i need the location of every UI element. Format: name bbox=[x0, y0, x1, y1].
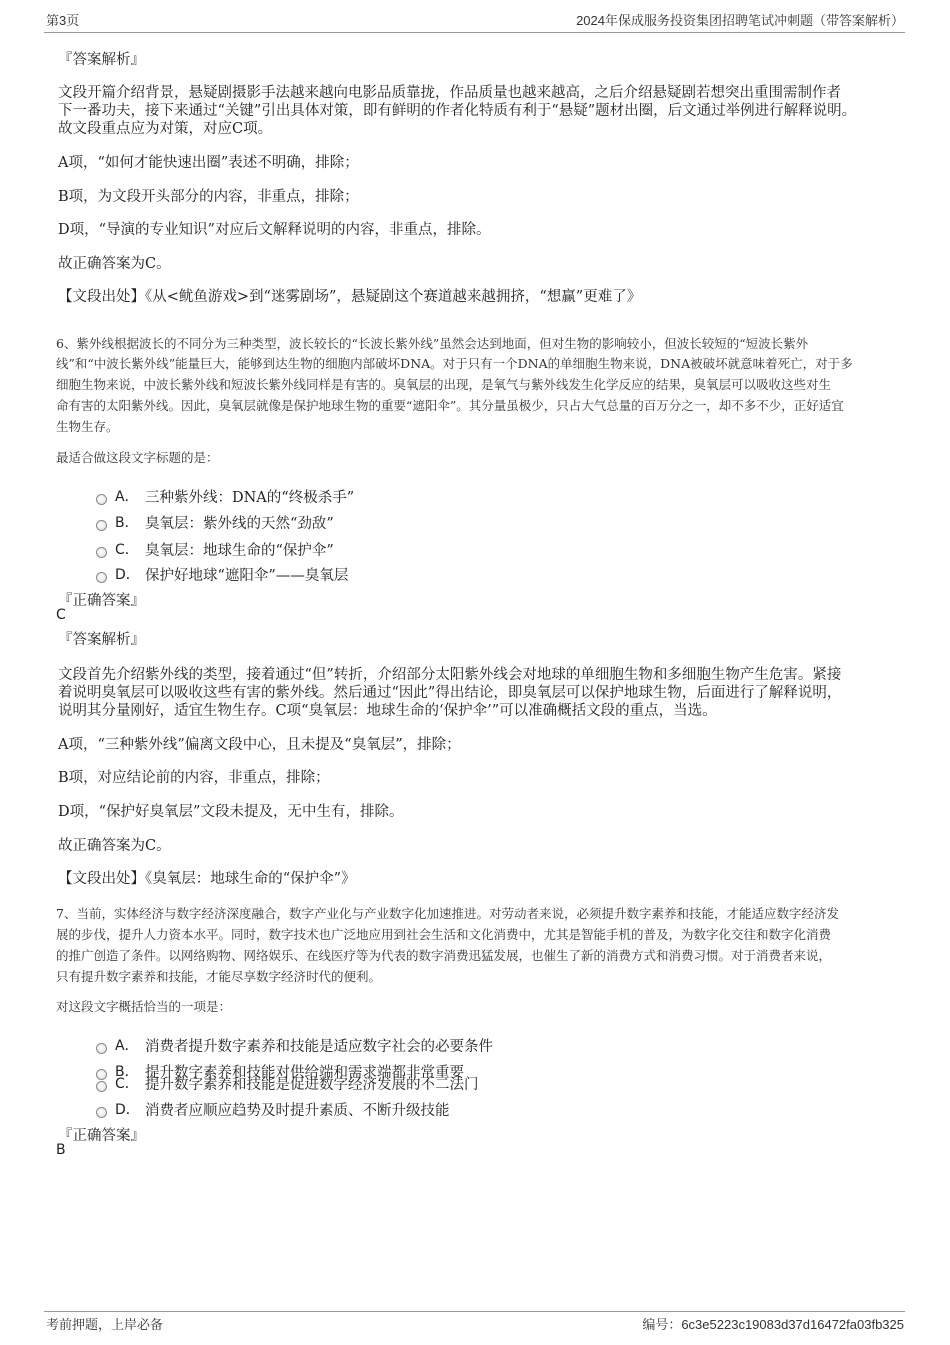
question-stem-line: 线”和“中波长紫外线”能量巨大，能够到达生物的细胞内部破坏DNA。对于只有一个DNA的单细胞生物来说，DNA被破坏就意味着死亡，对于多 bbox=[56, 356, 853, 371]
radio-button[interactable] bbox=[96, 1107, 107, 1118]
analysis-note: B项，为文段开头部分的内容，非重点，排除； bbox=[58, 189, 359, 205]
header-divider bbox=[44, 32, 905, 33]
source-citation: 【文段出处】《从<鱿鱼游戏>到“迷雾剧场”，悬疑剧这个赛道越来越拥挤，“想赢”更难了》 bbox=[58, 289, 642, 305]
option-letter: C． bbox=[115, 542, 139, 558]
analysis-note: D项，“保护好臭氧层”文段未提及，无中生有，排除。 bbox=[58, 804, 404, 820]
analysis-line: 故文段重点应为对策，对应C项。 bbox=[58, 121, 273, 137]
footer-slogan: 考前押题，上岸必备 bbox=[46, 1317, 164, 1332]
question-stem-line: 命有害的太阳紫外线。因此，臭氧层就像是保护地球生物的重要“遮阳伞”。其分量虽极少，只占大气总量的百万分之一，却不多不少，正好适宜 bbox=[56, 398, 844, 413]
question-stem-line: 6、紫外线根据波长的不同分为三种类型，波长较长的“长波长紫外线”虽然会达到地面，但对生物的影响较小，但波长较短的“短波长紫外 bbox=[56, 336, 809, 351]
radio-button[interactable] bbox=[96, 494, 107, 505]
option-letter: D． bbox=[115, 567, 140, 583]
option-letter: C． bbox=[115, 1076, 139, 1092]
option-text: 臭氧层：紫外线的天然“劲敌” bbox=[145, 516, 334, 532]
radio-button[interactable] bbox=[96, 547, 107, 558]
option-letter: A． bbox=[115, 489, 139, 505]
radio-button[interactable] bbox=[96, 1043, 107, 1054]
option-letter: B． bbox=[115, 1064, 139, 1080]
option-letter: A． bbox=[115, 1038, 139, 1054]
serial-label: 编号： bbox=[642, 1317, 682, 1332]
question-stem-line: 生物生存。 bbox=[56, 419, 119, 434]
option-text: 消费者提升数字素养和技能是适应数字社会的必要条件 bbox=[145, 1039, 493, 1055]
correct-answer: B bbox=[56, 1142, 66, 1158]
question-stem-line: 展的步伐，提升人力资本水平。同时，数字技术也广泛地应用到社会生活和文化消费中，尤其是智能手机的普及，为数字化交往和数字化消费 bbox=[56, 927, 832, 942]
question-stem-line: 细胞生物来说，中波长紫外线和短波长紫外线同样是有害的。臭氧层的出现，是氧气与紫外线发生化学反应的结果，臭氧层可以吸收这些对生 bbox=[56, 377, 832, 392]
correct-answer: C bbox=[56, 607, 66, 623]
analysis-note: A项，“如何才能快速出圈”表述不明确，排除； bbox=[58, 155, 359, 171]
question-prompt: 对这段文字概括恰当的一项是： bbox=[56, 999, 232, 1014]
analysis-label: 『答案解析』 bbox=[58, 632, 145, 648]
source-citation: 【文段出处】《臭氧层：地球生命的“保护伞”》 bbox=[58, 871, 356, 887]
analysis-line: 文段首先介绍紫外线的类型，接着通过“但”转折，介绍部分太阳紫外线会对地球的单细胞生物和多细胞生物产生危害。紧接 bbox=[58, 667, 842, 683]
analysis-note: D项，“导演的专业知识”对应后文解释说明的内容，非重点，排除。 bbox=[58, 222, 491, 238]
serial-number bbox=[642, 1314, 904, 1333]
analysis-line: 说明其分量刚好，适宜生物生存。C项“臭氧层：地球生命的‘保护伞’”可以准确概括文段的重点，当选。 bbox=[58, 703, 717, 719]
question-stem-line: 7、当前，实体经济与数字经济深度融合，数字产业化与产业数字化加速推进。对劳动者来说，必须提升数字素养和技能，才能适应数字经济发 bbox=[56, 906, 839, 921]
option-text: 消费者应顺应趋势及时提升素质、不断升级技能 bbox=[145, 1103, 450, 1119]
analysis-label: 『答案解析』 bbox=[58, 52, 145, 68]
option-letter: D． bbox=[115, 1102, 140, 1118]
analysis-note: 故正确答案为C。 bbox=[58, 256, 171, 272]
option-text: 提升数字素养和技能对供给端和需求端都非常重要 bbox=[145, 1065, 464, 1081]
footer-divider bbox=[44, 1311, 905, 1312]
radio-button[interactable] bbox=[96, 572, 107, 583]
analysis-line: 文段开篇介绍背景，悬疑剧摄影手法越来越向电影品质靠拢，作品质量也越来越高，之后介绍悬疑剧若想突出重围需制作者 bbox=[58, 85, 841, 101]
page-number: 第3页 bbox=[46, 13, 80, 28]
answer-label: 『正确答案』 bbox=[58, 1128, 145, 1144]
radio-button[interactable] bbox=[96, 520, 107, 531]
document-title: 2024年保成服务投资集团招聘笔试冲刺题（带答案解析） bbox=[576, 13, 904, 28]
answer-label: 『正确答案』 bbox=[58, 593, 145, 609]
question-prompt: 最适合做这段文字标题的是： bbox=[56, 450, 219, 465]
analysis-note: 故正确答案为C。 bbox=[58, 838, 171, 854]
option-text: 三种紫外线：DNA的“终极杀手” bbox=[145, 490, 355, 506]
question-stem-line: 的推广创造了条件。以网络购物、网络娱乐、在线医疗等为代表的数字消费迅猛发展，也催生了新的消费方式和消费习惯。对于消费者来说， bbox=[56, 948, 832, 963]
question-stem-line: 只有提升数字素养和技能，才能尽享数字经济时代的便利。 bbox=[56, 969, 382, 984]
option-text: 臭氧层：地球生命的“保护伞” bbox=[145, 543, 334, 559]
analysis-note: A项，“三种紫外线”偏离文段中心，且未提及“臭氧层”，排除； bbox=[58, 737, 461, 753]
option-text: 提升数字素养和技能是促进数字经济发展的不二法门 bbox=[145, 1077, 479, 1093]
radio-button[interactable] bbox=[96, 1069, 107, 1080]
option-letter: B． bbox=[115, 515, 139, 531]
option-text: 保护好地球“遮阳伞”——臭氧层 bbox=[145, 568, 349, 584]
serial-value: 6c3e5223c19083d37d16472fa03fb325 bbox=[681, 1317, 904, 1332]
analysis-note: B项，对应结论前的内容，非重点，排除； bbox=[58, 770, 330, 786]
analysis-line: 下一番功夫，接下来通过“关键”引出具体对策，即有鲜明的作者化特质有利于“悬疑”题材出圈，后文通过举例进行解释说明。 bbox=[58, 103, 857, 119]
analysis-line: 着说明臭氧层可以吸收这些有害的紫外线。然后通过“因此”得出结论，即臭氧层可以保护地球生物，后面进行了解释说明， bbox=[58, 685, 842, 701]
radio-button[interactable] bbox=[96, 1081, 107, 1092]
